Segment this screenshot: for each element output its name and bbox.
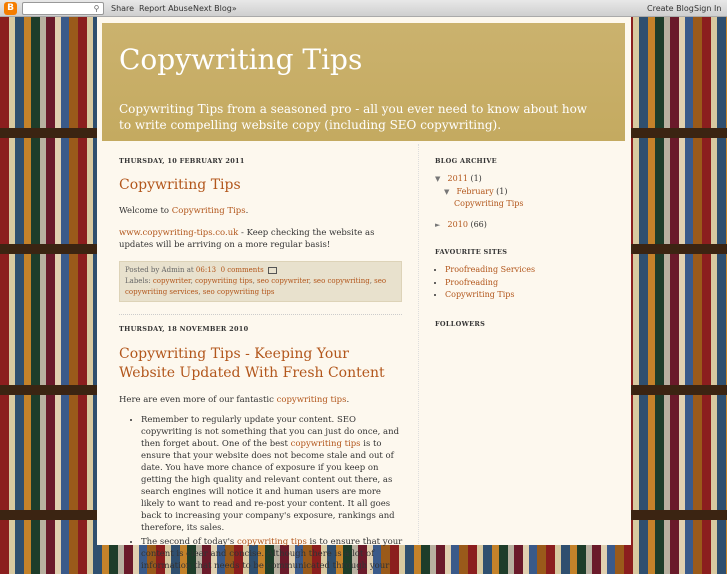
create-blog-link[interactable]: Create Blog [647, 4, 694, 13]
website-link[interactable]: www.copywriting-tips.co.uk [119, 228, 239, 238]
label-link[interactable]: seo copywriting services [125, 277, 387, 296]
archive-year-link[interactable]: 2011 [447, 174, 468, 183]
label-link[interactable]: copywriter [152, 277, 191, 285]
favourite-sites-title: FAVOURITE SITES [435, 248, 508, 256]
post-text: . [346, 395, 350, 405]
post-body [119, 205, 402, 217]
favourite-site-link[interactable]: Copywriting Tips [445, 290, 515, 299]
next-blog-link[interactable]: Next Blog» [193, 4, 237, 13]
favourite-site-link[interactable]: Proofreading Services [445, 265, 536, 274]
post-text: Remember to regularly update your content. SEO copywriting is not something that you can just do once, and then forget about. One of the best [141, 415, 400, 449]
post-date: THURSDAY, 10 FEBRUARY 2011 [119, 157, 245, 165]
post-text: - Keep checking the website as updates will be arriving on a more regular basis! [119, 228, 375, 250]
post-text: The second of today's [141, 537, 237, 547]
post-date: THURSDAY, 18 NOVEMBER 2010 [119, 325, 249, 333]
collapse-triangle-icon[interactable]: ▼ [444, 187, 450, 196]
blog-description: Copywriting Tips from a seasoned pro - all you ever need to know about how to write compelling website copy (including SEO copywriting). [119, 102, 588, 132]
archive-post-item [435, 198, 618, 211]
list-item [141, 414, 403, 534]
search-icon[interactable]: ⚲ [93, 4, 100, 13]
post-text: is to ensure that your website does not become stale and out of date. You have more chance of exposure if you keep on getting the high quality and relevant content out there, as search engines will notice it and human users are more likely to want to read and re-post your content. It all goes back to increasing your company's exposure, rankings and therefore, its sales. [141, 439, 395, 533]
followers-title: FOLLOWERS [435, 319, 486, 328]
collapse-triangle-icon[interactable]: ▼ [435, 175, 441, 183]
post-body [119, 394, 402, 406]
post-title[interactable]: Copywriting Tips [119, 177, 241, 193]
blog-header [102, 23, 625, 141]
navbar-search-input[interactable] [22, 2, 104, 15]
archive-post-link[interactable]: Copywriting Tips [454, 199, 524, 208]
archive-year-2011 [435, 173, 618, 186]
post-text: Welcome to [119, 206, 172, 216]
blog-archive [435, 173, 618, 231]
blog-archive-title: BLOG ARCHIVE [435, 157, 497, 165]
list-item [141, 536, 403, 572]
post-link[interactable]: copywriting tips [290, 439, 361, 449]
favourite-site-link[interactable]: Proofreading [445, 277, 499, 287]
main-column [119, 157, 402, 574]
blog-title[interactable]: Copywriting Tips [119, 43, 363, 76]
blogger-navbar [0, 0, 727, 17]
blog-page [97, 17, 631, 571]
post-separator [119, 314, 402, 315]
list-item [445, 289, 618, 302]
report-abuse-link[interactable]: Report Abuse [139, 4, 193, 13]
post-body [119, 227, 402, 251]
label-link[interactable]: seo copywriting [313, 277, 370, 285]
list-item [445, 264, 618, 277]
post-text: is to ensure that your content is clear and concise. Although there is a lot of information that needs to be communicated through your [141, 537, 403, 571]
archive-year-link[interactable]: 2010 [447, 219, 468, 229]
archive-count: (1) [496, 186, 508, 196]
archive-count: (66) [470, 219, 487, 229]
post-link[interactable]: copywriting tips [276, 395, 347, 405]
archive-count: (1) [470, 174, 482, 183]
posted-by: Posted by Admin at [125, 266, 196, 274]
label-link[interactable]: seo copywriting tips [202, 288, 275, 296]
email-post-icon[interactable] [268, 267, 277, 274]
label-link[interactable]: seo copywriter [257, 277, 309, 285]
archive-month-february [435, 186, 618, 199]
list-item [445, 277, 618, 290]
post-time-link[interactable]: 06:13 [195, 266, 217, 274]
labels-prefix: Labels: [125, 277, 153, 285]
post-link[interactable]: Copywriting Tips [171, 206, 246, 216]
post-title[interactable]: Copywriting Tips - Keeping Your Website Updated With Fresh Content [119, 346, 385, 381]
sidebar [418, 144, 618, 544]
sign-in-link[interactable]: Sign In [694, 4, 722, 13]
post-text: Here are even more of our fantastic [119, 395, 277, 405]
tips-list [141, 414, 403, 572]
archive-year-2010 [435, 219, 618, 232]
label-link[interactable]: copywriting tips [195, 277, 253, 285]
share-link[interactable]: Share [111, 4, 135, 13]
expand-triangle-icon[interactable]: ► [435, 220, 441, 229]
archive-month-link[interactable]: February [456, 186, 494, 196]
favourite-sites-list [445, 264, 618, 302]
post-footer: Posted by Admin at 06:13 0 comments Labels: copywriter, copywriting tips, seo copywriter, seo copywriting, seo copywriting services, seo copywriting tips [119, 261, 402, 302]
comments-link[interactable]: 0 comments [220, 266, 264, 274]
blogger-logo-icon[interactable]: B [4, 2, 17, 15]
post-text: . [245, 206, 249, 216]
post-link[interactable]: copywriting tips [236, 537, 307, 547]
